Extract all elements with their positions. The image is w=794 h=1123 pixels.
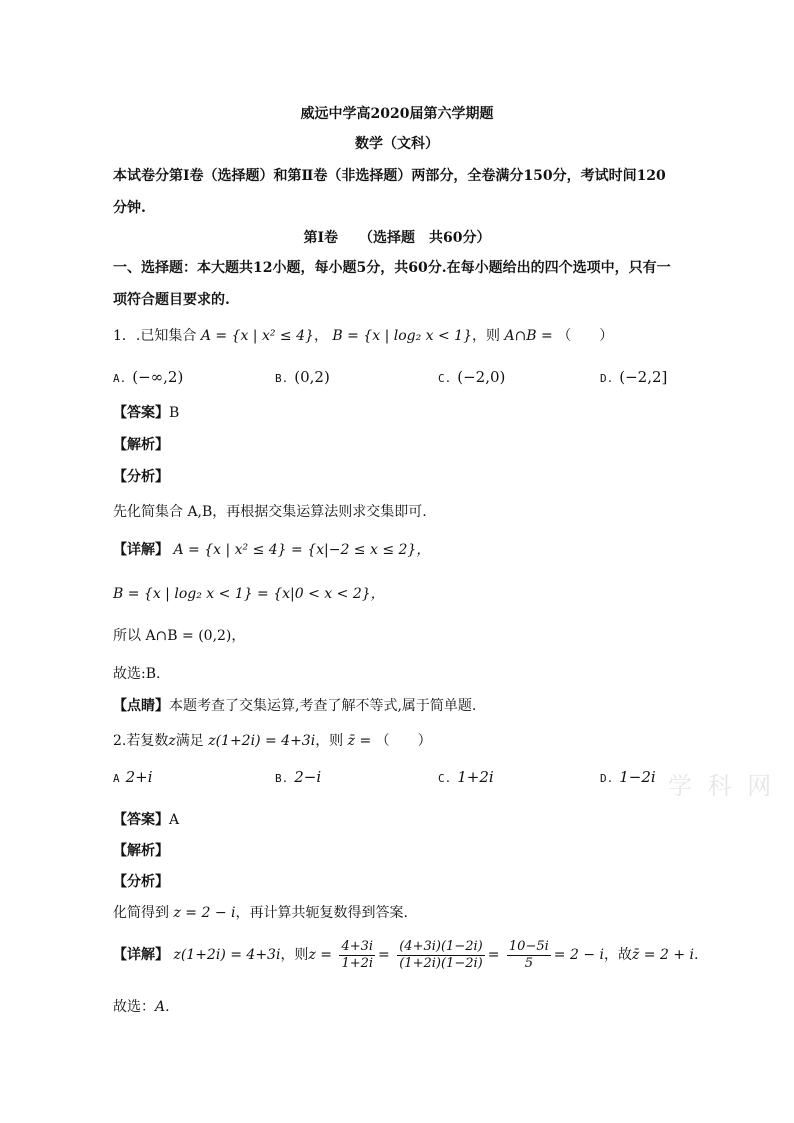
q2-option-d-label: D. <box>600 772 614 785</box>
q2-fraction-2 <box>397 939 484 972</box>
q2-analysis-tag: 【解析】 <box>113 843 169 859</box>
q2-option-b <box>275 767 321 789</box>
q1-detail-1-expr: A = {x | x² ≤ 4} = {x|−2 ≤ x ≤ 2}， <box>173 542 431 558</box>
q2-fenxi-suffix: ，再计算共轭复数得到答案. <box>235 905 408 921</box>
q1-option-d-label: D. <box>600 372 614 385</box>
q1-option-b <box>275 367 330 389</box>
q1-option-b-label: B. <box>275 372 289 385</box>
q2-fraction-2-num: (4+3i)(1−2i) <box>399 938 483 954</box>
q1-option-b-value: (0,2) <box>294 368 330 386</box>
q1-answer <box>113 403 179 423</box>
q1-analysis-tag: 【解析】 <box>113 437 169 453</box>
q1-sep: ， <box>313 328 328 344</box>
q2-fraction-3-num: 10−5i <box>508 938 549 954</box>
q2-detail-then: ，则 <box>280 947 309 963</box>
section-title: 第Ⅰ卷 （选择题 共60分） <box>303 230 491 246</box>
q1-comment-text: 本题考查了交集运算,考查了解不等式,属于简单题. <box>169 698 477 714</box>
q2-option-a <box>113 767 153 789</box>
q2-choose <box>113 997 170 1017</box>
q2-cond: z(1+2i) = 4+3i <box>208 733 316 749</box>
q2-detail-result: = 2 − i <box>553 947 604 963</box>
q2-stem-prefix: 2.若复数 <box>113 733 169 749</box>
q1-option-c <box>438 367 505 389</box>
q1-choose: 故选:B. <box>113 666 161 682</box>
q2-fenxi-tag: 【分析】 <box>113 874 169 890</box>
q1-option-a-label: A. <box>113 372 127 385</box>
q1-option-d-value: (−2,2] <box>619 368 668 386</box>
q1-blank: = （ ） <box>536 328 614 344</box>
q2-answer <box>113 810 179 830</box>
q2-detail: 【详解】 z(1+2i) = 4+3i，则z = $\frac{4+3i}{1+2i}$ = $\frac{(4+3i)(1-2i)}{(1+2i)(1-2i)}$ = $\frac{10-5i}{5}$ = 2 − i，故z̄ = 2 + i. <box>113 938 699 971</box>
q1-detail-3: 所以 A∩B = (0,2)， <box>113 628 246 644</box>
q2-option-c-label: C. <box>438 772 452 785</box>
q2-detail-tag: 【详解】 <box>113 947 169 963</box>
q1-option-d <box>600 367 667 389</box>
intro-line-2: 分钟. <box>113 200 146 216</box>
q1-fenxi-tag: 【分析】 <box>113 469 169 485</box>
section-instruction-1: 一、选择题：本大题共12小题，每小题5分，共60分.在每小题给出的四个选项中，只有一 <box>113 260 671 276</box>
q2-fraction-1-num: 4+3i <box>341 938 374 954</box>
q1-set-b: B = {x | log₂ x < 1} <box>332 328 473 344</box>
q1-option-c-label: C. <box>438 372 452 385</box>
q2-option-d <box>600 767 656 789</box>
q1-set-a: A = {x | x² ≤ 4} <box>200 328 314 344</box>
q1-answer-tag: 【答案】 <box>113 405 169 421</box>
q2-detail-so: ，故 <box>603 947 632 963</box>
q2-option-b-label: B. <box>275 772 289 785</box>
q2-detail-conj: z̄ = 2 + i <box>631 947 695 963</box>
q1-option-c-value: (−2,0) <box>457 368 506 386</box>
q1-expr: A∩B <box>504 328 537 344</box>
q2-choose-value: A. <box>155 999 170 1015</box>
q1-stem <box>113 326 613 346</box>
q1-comment-tag: 【点睛】 <box>113 698 169 714</box>
q1-option-a <box>113 367 183 389</box>
q2-option-a-value: 2+i <box>125 768 153 786</box>
watermark-logo: 学 科 网 <box>668 772 776 800</box>
exam-title: 威远中学高2020届第六学期题 <box>300 106 494 122</box>
q2-option-c-value: 1+2i <box>457 768 494 786</box>
q1-fenxi-text: 先化简集合 A,B，再根据交集运算法则求交集即可. <box>113 504 427 520</box>
q2-fenxi <box>113 903 408 923</box>
q2-fenxi-expr: z = 2 − i <box>173 905 236 921</box>
q2-answer-value: A <box>169 812 180 828</box>
q1-option-a-value: (−∞,2) <box>132 368 184 386</box>
q2-detail-start: z(1+2i) = 4+3i <box>173 947 281 963</box>
q2-fenxi-prefix: 化简得到 <box>113 905 169 921</box>
q2-detail-z: z = <box>308 947 332 963</box>
q2-answer-tag: 【答案】 <box>113 812 169 828</box>
q1-stem-prefix: 1．.已知集合 <box>113 328 197 344</box>
q2-fraction-2-den: (1+2i)(1−2i) <box>399 955 483 971</box>
q2-fraction-3 <box>507 939 551 972</box>
q2-fraction-1-den: 1+2i <box>341 955 374 971</box>
q2-stem-suffix: ，则 <box>315 733 344 749</box>
q2-option-c <box>438 767 494 789</box>
q1-detail-2: B = {x | log₂ x < 1} = {x|0 < x < 2}， <box>113 586 385 602</box>
q2-stem-mid: 满足 <box>175 733 204 749</box>
q2-z: z <box>168 733 176 749</box>
q2-blank: （ ） <box>375 733 432 749</box>
q2-zbar: z̄ = <box>347 733 372 749</box>
q2-fraction-1 <box>339 939 375 972</box>
q1-stem-suffix: ，则 <box>472 328 501 344</box>
q2-stem <box>113 731 432 751</box>
q2-option-b-value: 2−i <box>294 768 322 786</box>
intro-line-1: 本试卷分第Ⅰ卷（选择题）和第Ⅱ卷（非选择题）两部分，全卷满分150分，考试时间120 <box>113 168 666 184</box>
q1-detail-1 <box>113 540 430 560</box>
section-instruction-2: 项符合题目要求的. <box>113 292 230 308</box>
q1-comment <box>113 696 476 716</box>
q2-detail-end: . <box>694 947 699 963</box>
q2-choose-label: 故选： <box>113 999 155 1015</box>
q2-option-d-value: 1−2i <box>619 768 656 786</box>
q2-option-a-label: A <box>113 772 120 785</box>
q1-answer-value: B <box>169 405 180 421</box>
exam-subtitle: 数学（文科） <box>355 136 439 152</box>
q2-fraction-3-den: 5 <box>524 955 533 971</box>
q1-detail-tag: 【详解】 <box>113 542 169 558</box>
